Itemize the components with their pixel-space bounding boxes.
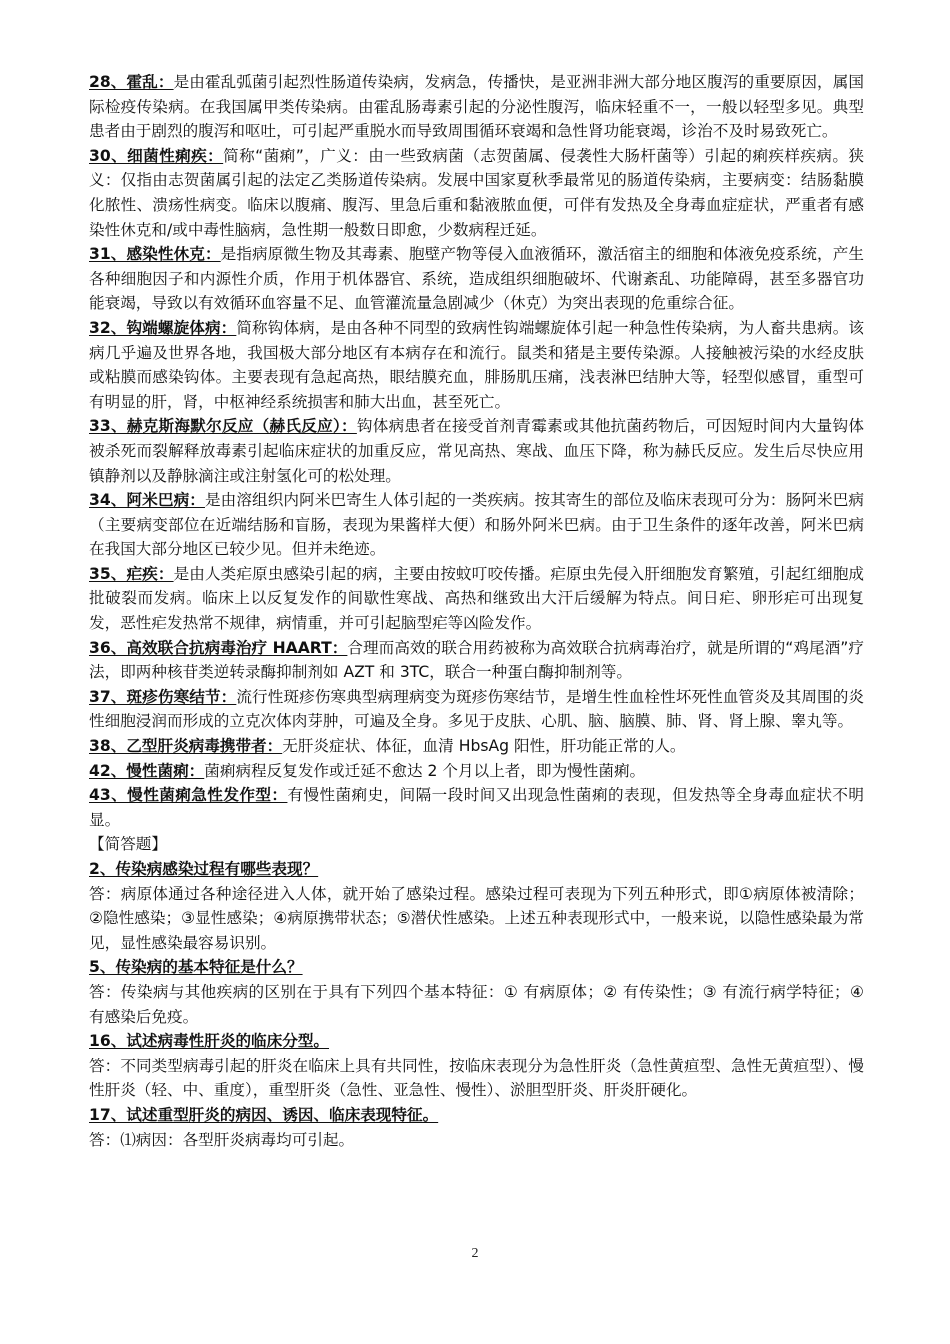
definition-42 [89,759,864,784]
definition-text: 有慢性菌痢史，间隔一段时间又出现急性菌痢的表现，但发热等全身毒血症状不明显。 [89,786,864,829]
definition-text: 无肝炎症状、体征，血清 HbsAg 阳性，肝功能正常的人。 [282,737,686,756]
definition-text: 钩体病患者在接受首剂青霉素或其他抗菌药物后，可因短时间内大量钩体被杀死而裂解释放毒素引起临床症状的加重反应，常见高热、寒战、血压下降，称为赫氏反应。发生后尽快应用镇静剂以及静脉滴注或注射氢化可的松处理。 [89,417,864,485]
answer-16: 答：不同类型病毒引起的肝炎在临床上具有共同性，按临床表现分为急性肝炎（急性黄疸型、急性无黄疸型）、慢性肝炎（轻、中、重度），重型肝炎（急性、亚急性、慢性）、淤胆型肝炎、肝炎肝硬化。 [89,1056,864,1100]
term-label: 34、阿米巴病： [89,491,205,510]
question-17: 17、试述重型肝炎的病因、诱因、临床表现特征。 [89,1105,439,1124]
term-label: 35、疟疾： [89,564,174,583]
term-label: 28、霍乱： [89,73,174,91]
definition-36 [89,636,864,685]
definition-text: 菌痢病程反复发作或迁延不愈达 2 个月以上者，即为慢性菌痢。 [204,761,646,780]
answer-5: 答：传染病与其他疾病的区别在于具有下列四个基本特征：① 有病原体；② 有传染性；③ 有流行病学特征；④ 有感染后免疫。 [89,982,864,1026]
definition-text: 简称“菌痢”，广义：由一些致病菌（志贺菌属、侵袭性大肠杆菌等）引起的痢疾样疾病。狭义：仅指由志贺菌属引起的法定乙类肠道传染病。发展中国家夏秋季最常见的肠道传染病，主要病变：结肠黏膜化脓性、溃疡性病变。临床以腹痛、腹泻、里急后重和黏液脓血便，可伴有发热及全身毒血症症状，严重者有感染性休克和/或中毒性脑病，急性期一般数日即愈，少数病程迁延。 [89,146,864,239]
definition-32 [89,316,864,414]
definition-text: 合理而高效的联合用药被称为高效联合抗病毒治疗，就是所谓的“鸡尾酒”疗法，即两种核苷类逆转录酶抑制剂如 AZT 和 3TC，联合一种蛋白酶抑制剂等。 [89,638,864,682]
definition-35 [89,562,864,636]
definition-30 [89,144,864,242]
answer-17: 答：⑴病因：各型肝炎病毒均可引起。 [89,1130,355,1149]
section-heading: 【简答题】 [89,835,167,854]
term-label: 42、慢性菌痢： [89,761,205,780]
question-2: 2、传染病感染过程有哪些表现？ [89,860,319,878]
definition-31 [89,242,864,316]
definition-text: 是由溶组织内阿米巴寄生人体引起的一类疾病。按其寄生的部位及临床表现可分为：肠阿米巴病（主要病变部位在近端结肠和盲肠，表现为果酱样大便）和肠外阿米巴病。由于卫生条件的逐年改善，阿米巴病在我国大部分地区已较少见。但并未绝迹。 [89,491,864,559]
definition-text: 是由霍乱弧菌引起烈性肠道传染病，发病急，传播快，是亚洲非洲大部分地区腹泻的重要原因，属国际检疫传染病。在我国属甲类传染病。由霍乱肠毒素引起的分泌性腹泻，临床轻重不一，一般以轻型多见。典型患者由于剧烈的腹泻和呕吐，可引起严重脱水而导致周围循环衰竭和急性肾功能衰竭，诊治不及时易致死亡。 [89,73,864,141]
term-label: 36、高效联合抗病毒治疗 HAART： [89,638,348,657]
definition-text: 是指病原微生物及其毒素、胞壁产物等侵入血液循环，激活宿主的细胞和体液免疫系统，产生各种细胞因子和内源性介质，作用于机体器官、系统，造成组织细胞破坏、代谢紊乱、功能障碍，甚至多器官功能衰竭，导致以有效循环血容量不足、血管灌流量急剧减少（休克）为突出表现的危重综合征。 [89,245,864,313]
definition-38 [89,734,864,759]
term-label: 38、乙型肝炎病毒携带者： [89,737,283,756]
definition-28 [89,70,864,144]
page-number: 2 [471,1246,479,1261]
definition-34 [89,488,864,562]
definition-text: 简称钩体病，是由各种不同型的致病性钩端螺旋体引起一种急性传染病，为人畜共患病。该病几乎遍及世界各地，我国极大部分地区有本病存在和流行。鼠类和猪是主要传染源。人接触被污染的水经皮肤或粘膜而感染钩体。主要表现有急起高热，眼结膜充血，腓肠肌压痛，浅表淋巴结肿大等，轻型似感冒，重型可有明显的肝，肾，中枢神经系统损害和肺大出血，甚至死亡。 [89,318,864,411]
term-label: 33、赫克斯海默尔反应（赫氏反应）： [89,417,357,436]
term-label: 31、感染性休克： [89,245,221,264]
definition-37 [89,685,864,734]
term-label: 32、钩端螺旋体病： [89,318,237,337]
definition-text: 是由人类疟原虫感染引起的病，主要由按蚊叮咬传播。疟原虫先侵入肝细胞发育繁殖，引起红细胞成批破裂而发病。临床上以反复发作的间歇性寒战、高热和继致出大汗后缓解为特点。间日疟、卵形疟可出现复发，恶性疟发热常不规律，病情重，并可引起脑型疟等凶险发作。 [89,564,864,633]
document-page [89,70,864,1152]
definition-43 [89,783,864,832]
term-label: 37、斑疹伤寒结节： [89,687,237,706]
question-16: 16、试述病毒性肝炎的临床分型。 [89,1032,330,1051]
term-label: 43、慢性菌痢急性发作型： [89,786,288,805]
definition-33 [89,414,864,488]
answer-2: 答：病原体通过各种途径进入人体，就开始了感染过程。感染过程可表现为下列五种形式，即①病原体被清除；②隐性感染；③显性感染；④病原携带状态；⑤潜伏性感染。上述五种表现形式中，一般来说，以隐性感染最为常见，显性感染最容易识别。 [89,884,864,952]
definition-text: 流行性斑疹伤寒典型病理病变为斑疹伤寒结节，是增生性血栓性坏死性血管炎及其周围的炎性细胞浸润而形成的立克次体肉芽肿，可遍及全身。多见于皮肤、心肌、脑、脑膜、肺、肾、肾上腺、睾丸等。 [89,687,864,731]
term-label: 30、细菌性痢疾： [89,146,224,165]
question-5: 5、传染病的基本特征是什么？ [89,958,303,977]
